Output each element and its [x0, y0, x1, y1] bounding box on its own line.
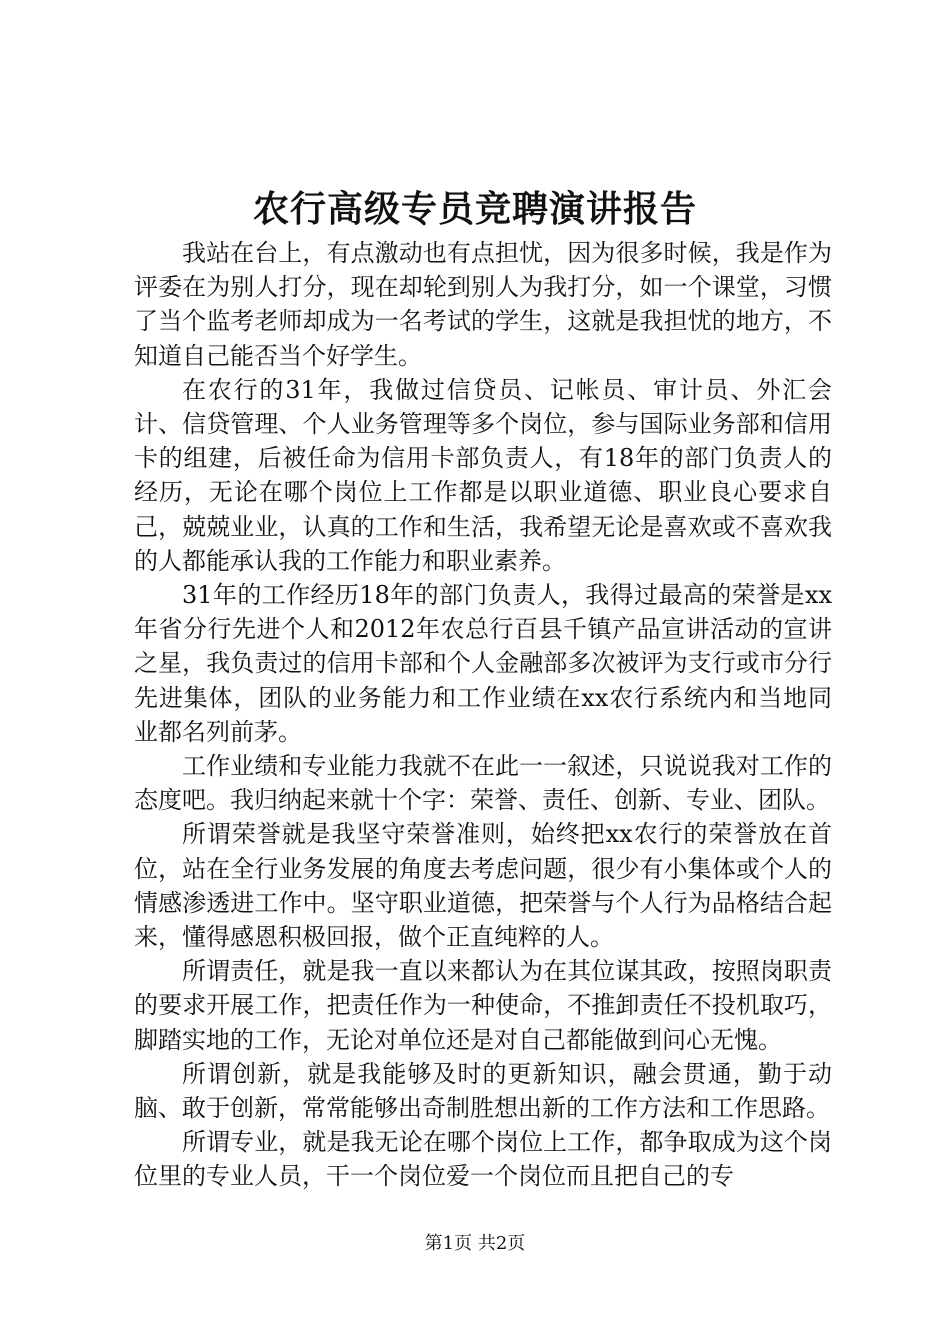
paragraph-6: 所谓责任，就是我一直以来都认为在其位谋其政，按照岗职责的要求开展工作，把责任作为一种使命，不推卸责任不投机取巧，脚踏实地的工作，无论对单位还是对自己都能做到问心无愧。	[134, 957, 832, 1054]
document-body	[134, 236, 832, 1194]
paragraph-3: 31年的工作经历18年的部门负责人，我得过最高的荣誉是xx年省分行先进个人和2012年农总行百县千镇产品宣讲活动的宣讲之星，我负责过的信用卡部和个人金融部多次被评为支行或市分行先进集体，团队的业务能力和工作业绩在xx农行系统内和当地同业都名列前茅。	[134, 581, 832, 746]
paragraph-4: 工作业绩和专业能力我就不在此一一叙述，只说说我对工作的态度吧。我归纳起来就十个字：荣誉、责任、创新、专业、团队。	[134, 752, 832, 815]
document-title: 农行高级专员竞聘演讲报告	[252, 188, 697, 230]
paragraph-1: 我站在台上，有点激动也有点担忧，因为很多时候，我是作为评委在为别人打分，现在却轮到别人为我打分，如一个课堂，习惯了当个监考老师却成为一名考试的学生，这就是我担忧的地方，不知道自己能否当个好学生。	[134, 239, 832, 370]
paragraph-5: 所谓荣誉就是我坚守荣誉准则，始终把xx农行的荣誉放在首位，站在全行业务发展的角度去考虑问题，很少有小集体或个人的情感渗透进工作中。坚守职业道德，把荣誉与个人行为品格结合起来，懂得感恩积极回报，做个正直纯粹的人。	[134, 820, 832, 952]
paragraph-7: 所谓创新，就是我能够及时的更新知识，融会贯通，勤于动脑、敢于创新，常常能够出奇制胜想出新的工作方法和工作思路。	[134, 1059, 832, 1123]
paragraph-2: 在农行的31年，我做过信贷员、记帐员、审计员、外汇会计、信贷管理、个人业务管理等多个岗位，参与国际业务部和信用卡的组建，后被任命为信用卡部负责人，有18年的部门负责人的经历，无论在哪个岗位上工作都是以职业道德、职业良心要求自己，兢兢业业，认真的工作和生活，我希望无论是喜欢或不喜欢我的人都能承认我的工作能力和职业素养。	[134, 375, 832, 575]
page-number-footer: 第1页 共2页	[424, 1233, 526, 1254]
paragraph-8: 所谓专业，就是我无论在哪个岗位上工作，都争取成为这个岗位里的专业人员，干一个岗位爱一个岗位而且把自己的专	[134, 1128, 832, 1191]
